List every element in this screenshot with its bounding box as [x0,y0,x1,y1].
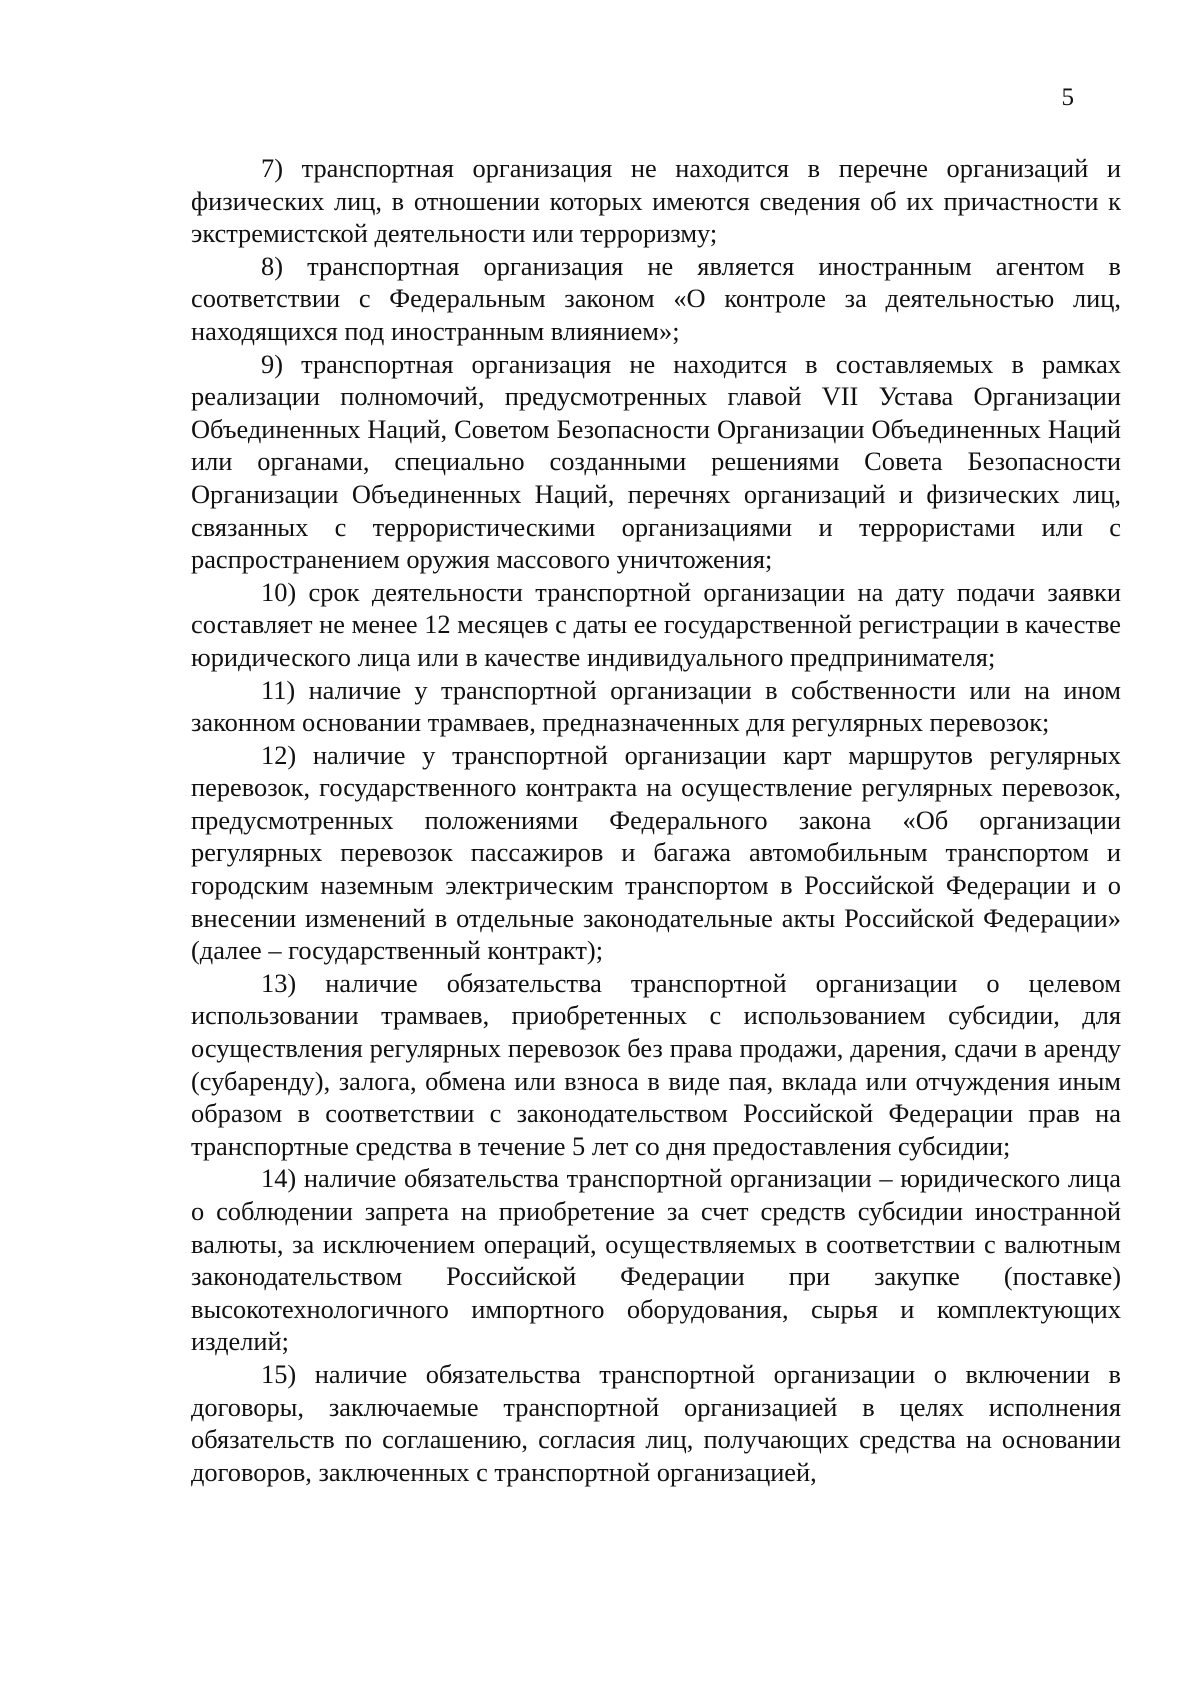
paragraph-item-12: 12) наличие у транспортной организации карт маршрутов регулярных перевозок, государственного контракта на осуществление регулярных перевозок, предусмотренных положениями Федерального закона «Об организации регулярных перевозок пассажиров и багажа автомобильным транспортом и городским наземным электрическим транспортом в Российской Федерации и о внесении изменений в отдельные законодательные акты Российской Федерации» (далее – государственный контракт); [191,739,1121,966]
paragraph-item-14: 14) наличие обязательства транспортной организации – юридического лица о соблюдении запрета на приобретение за счет средств субсидии иностранной валюты, за исключением операций, осуществляемых в соответствии с валютным законодательством Российской Федерации при закупке (поставке) высокотехнологичного импортного оборудования, сырья и комплектующих изделий; [191,1163,1121,1357]
paragraph-item-10: 10) срок деятельности транспортной организации на дату подачи заявки составляет не менее 12 месяцев с даты ее государственной регистрации в качестве юридического лица или в качестве индивидуального предпринимателя; [191,576,1121,672]
paragraph-item-15: 15) наличие обязательства транспортной организации о включении в договоры, заключаемые транспортной организацией в целях исполнения обязательств по соглашению, согласия лиц, получающих средства на основании договоров, заключенных с транспортной организацией, [191,1358,1121,1487]
paragraph-item-7: 7) транспортная организация не находится в перечне организаций и физических лиц, в отношении которых имеются сведения об их причастности к экстремистской деятельности или терроризму; [191,153,1121,249]
paragraph-item-11: 11) наличие у транспортной организации в собственности или на ином законном основании трамваев, предназначенных для регулярных перевозок; [191,674,1121,738]
page-number: 5 [1061,84,1074,111]
paragraph-item-13: 13) наличие обязательства транспортной организации о целевом использовании трамваев, приобретенных с использованием субсидии, для осуществления регулярных перевозок без права продажи, дарения, сдачи в аренду (субаренду), залога, обмена или взноса в виде пая, вклада или отчуждения иным образом в соответствии с законодательством Российской Федерации прав на транспортные средства в течение 5 лет со дня предоставления субсидии; [191,967,1121,1161]
paragraph-item-8: 8) транспортная организация не является иностранным агентом в соответствии с Федеральным законом «О контроле за деятельностью лиц, находящихся под иностранным влиянием»; [191,250,1121,346]
document-body [191,152,1121,1488]
paragraph-item-9: 9) транспортная организация не находится в составляемых в рамках реализации полномочий, предусмотренных главой VII Устава Организации Объединенных Наций, Советом Безопасности Организации Объединенных Наций или органами, специально созданными решениями Совета Безопасности Организации Объединенных Наций, перечнях организаций и физических лиц, связанных с террористическими организациями и террористами или с распространением оружия массового уничтожения; [191,348,1121,575]
